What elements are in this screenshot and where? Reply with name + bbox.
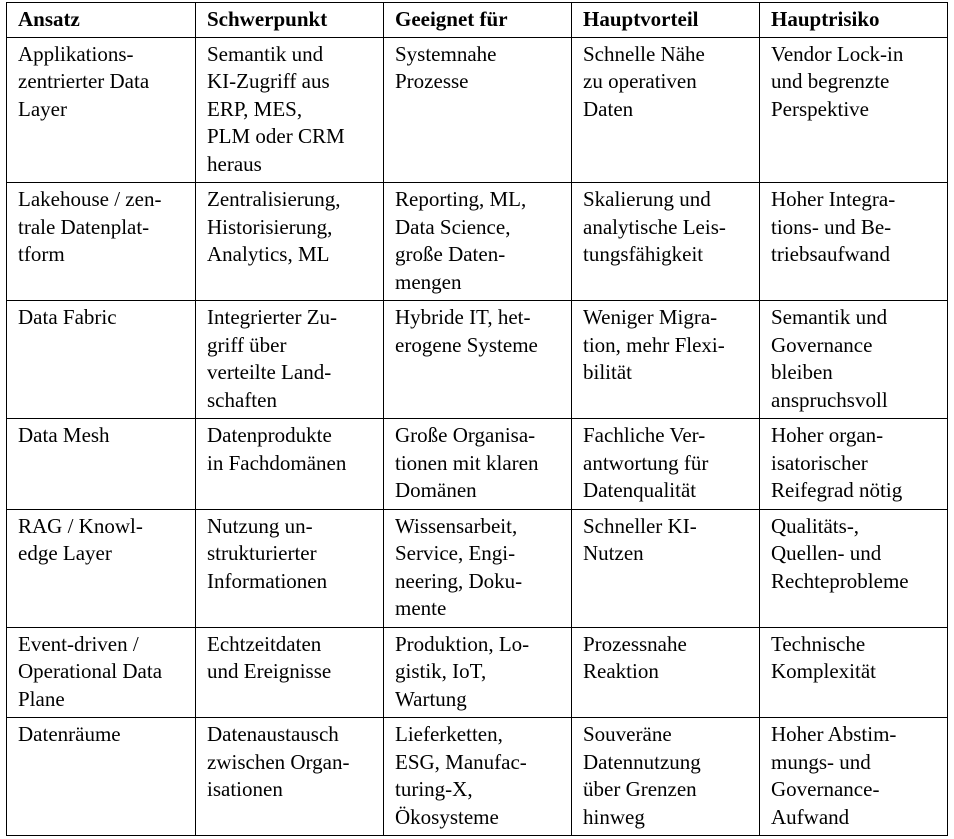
- cell-schwerpunkt: [196, 301, 384, 419]
- cell-text-line: tungsfähigkeit: [583, 242, 704, 266]
- cell-text-line: schaften: [207, 387, 277, 412]
- column-header-hauptrisiko: Hauptrisiko: [760, 3, 948, 38]
- cell-ansatz: [7, 419, 196, 510]
- column-header-geeignet-fuer: Geeignet für: [384, 3, 572, 38]
- cell-text-line: zu operativen: [583, 69, 697, 93]
- cell-hauptvorteil: [572, 627, 760, 718]
- cell-text-line: Rechteprobleme: [771, 568, 909, 593]
- cell-text-line: Systemnahe: [395, 41, 497, 66]
- cell-text-line: Lakehouse / zen-: [18, 187, 162, 211]
- table-body: [7, 37, 948, 836]
- cell-text-line: Prozesse: [395, 69, 469, 93]
- cell-text-line: Data Mesh: [18, 423, 110, 447]
- cell-ansatz: [7, 301, 196, 419]
- cell-text-line: Lieferketten,: [395, 722, 503, 746]
- cell-text-line: griff über: [207, 332, 287, 357]
- cell-text-line: Applikations-: [18, 41, 134, 66]
- cell-text-line: Hoher Abstim-: [771, 722, 897, 746]
- cell-ansatz: [7, 718, 196, 836]
- cell-hauptrisiko: [760, 301, 948, 419]
- cell-text-line: heraus: [207, 151, 262, 176]
- cell-text-line: Data Fabric: [18, 305, 117, 329]
- cell-text-line: Große Organisa-: [395, 423, 536, 447]
- cell-text-line: Domänen: [395, 478, 477, 502]
- cell-hauptrisiko: [760, 183, 948, 301]
- cell-text-line: Datennutzung: [583, 749, 701, 774]
- cell-text-line: antwortung für: [583, 450, 709, 475]
- cell-text-line: Weniger Migra-: [583, 305, 718, 329]
- cell-geeignet-fuer: [384, 718, 572, 836]
- cell-text-line: Ökosysteme: [395, 804, 499, 829]
- cell-hauptvorteil: [572, 37, 760, 183]
- cell-hauptrisiko: [760, 509, 948, 627]
- table-row: [7, 627, 948, 718]
- cell-hauptvorteil: [572, 301, 760, 419]
- cell-text-line: zwischen Organ-: [207, 749, 350, 774]
- cell-schwerpunkt: [196, 419, 384, 510]
- cell-text-line: Data Science,: [395, 214, 511, 239]
- cell-text-line: Skalierung und: [583, 187, 711, 211]
- cell-text-line: Datenqualität: [583, 478, 697, 502]
- cell-schwerpunkt: [196, 718, 384, 836]
- table-row: [7, 301, 948, 419]
- cell-text-line: Reaktion: [583, 659, 659, 683]
- cell-text-line: tionen mit klaren: [395, 450, 539, 475]
- cell-text-line: Technische: [771, 631, 866, 656]
- cell-text-line: tion, mehr Flexi-: [583, 332, 725, 357]
- cell-text-line: Qualitäts-,: [771, 513, 860, 538]
- cell-text-line: Fachliche Ver-: [583, 423, 706, 447]
- cell-text-line: Daten: [583, 96, 634, 121]
- cell-text-line: strukturierter: [207, 541, 317, 565]
- cell-text-line: RAG / Knowl-: [18, 513, 143, 538]
- cell-text-line: Nutzen: [583, 541, 644, 565]
- cell-geeignet-fuer: [384, 627, 572, 718]
- cell-text-line: ESG, Manufac-: [395, 749, 527, 774]
- cell-text-line: Wissensarbeit,: [395, 513, 518, 538]
- cell-text-line: Datenräume: [18, 722, 121, 746]
- cell-text-line: und Ereignisse: [207, 659, 332, 683]
- cell-text-line: tions- und Be-: [771, 214, 892, 239]
- cell-hauptrisiko: [760, 37, 948, 183]
- cell-text-line: Zentralisierung,: [207, 187, 341, 211]
- cell-text-line: Schnelle Nähe: [583, 41, 705, 66]
- cell-text-line: Hoher organ-: [771, 423, 884, 447]
- cell-schwerpunkt: [196, 183, 384, 301]
- comparison-table: [6, 2, 948, 836]
- cell-geeignet-fuer: [384, 183, 572, 301]
- cell-geeignet-fuer: [384, 37, 572, 183]
- cell-text-line: analytische Leis-: [583, 214, 726, 239]
- cell-text-line: Datenprodukte: [207, 423, 332, 447]
- cell-text-line: Datenaustausch: [207, 722, 339, 746]
- cell-text-line: Produktion, Lo-: [395, 631, 530, 656]
- cell-text-line: und begrenzte: [771, 69, 890, 93]
- cell-text-line: ERP, MES,: [207, 96, 303, 121]
- column-header-schwerpunkt: Schwerpunkt: [196, 3, 384, 38]
- cell-text-line: Hybride IT, het-: [395, 305, 531, 329]
- cell-text-line: triebsaufwand: [771, 242, 890, 266]
- cell-text-line: Semantik und: [771, 305, 888, 329]
- cell-text-line: Plane: [18, 686, 65, 711]
- cell-text-line: Reporting, ML,: [395, 187, 527, 211]
- cell-hauptvorteil: [572, 509, 760, 627]
- cell-text-line: große Daten-: [395, 242, 506, 266]
- cell-text-line: Event-driven /: [18, 631, 139, 656]
- cell-hauptrisiko: [760, 627, 948, 718]
- cell-ansatz: [7, 37, 196, 183]
- cell-text-line: neering, Doku-: [395, 568, 523, 593]
- cell-text-line: Informationen: [207, 568, 328, 593]
- cell-text-line: erogene Systeme: [395, 332, 538, 357]
- cell-text-line: turing-X,: [395, 777, 473, 801]
- cell-text-line: Governance: [771, 332, 873, 357]
- cell-text-line: Wartung: [395, 686, 467, 711]
- cell-text-line: Historisierung,: [207, 214, 333, 239]
- cell-text-line: anspruchsvoll: [771, 387, 888, 412]
- table-row: [7, 718, 948, 836]
- cell-text-line: Vendor Lock-in: [771, 41, 904, 66]
- cell-text-line: Integrierter Zu-: [207, 305, 338, 329]
- cell-text-line: Reifegrad nötig: [771, 478, 903, 502]
- cell-text-line: Semantik und: [207, 41, 324, 66]
- cell-hauptvorteil: [572, 183, 760, 301]
- table-row: [7, 509, 948, 627]
- cell-text-line: trale Datenplat-: [18, 214, 150, 239]
- cell-ansatz: [7, 627, 196, 718]
- cell-text-line: Nutzung un-: [207, 513, 313, 538]
- cell-text-line: isationen: [207, 777, 283, 801]
- cell-schwerpunkt: [196, 37, 384, 183]
- cell-text-line: Hoher Integra-: [771, 187, 896, 211]
- cell-text-line: Schneller KI-: [583, 513, 697, 538]
- cell-text-line: Prozessnahe: [583, 631, 687, 656]
- cell-text-line: verteilte Land-: [207, 360, 332, 384]
- cell-text-line: gistik, IoT,: [395, 659, 487, 683]
- cell-text-line: Echtzeitdaten: [207, 631, 322, 656]
- cell-text-line: Perspektive: [771, 96, 869, 121]
- cell-text-line: Service, Engi-: [395, 541, 516, 565]
- cell-text-line: Souveräne: [583, 722, 672, 746]
- cell-text-line: hinweg: [583, 804, 645, 829]
- cell-hauptrisiko: [760, 419, 948, 510]
- cell-text-line: isatorischer: [771, 450, 868, 475]
- cell-text-line: mengen: [395, 269, 462, 294]
- cell-text-line: Komplexität: [771, 659, 876, 683]
- cell-text-line: KI-Zugriff aus: [207, 69, 330, 93]
- header-row: [7, 3, 948, 38]
- table-row: [7, 183, 948, 301]
- cell-hauptvorteil: [572, 419, 760, 510]
- cell-geeignet-fuer: [384, 419, 572, 510]
- cell-text-line: tform: [18, 242, 65, 266]
- table-row: [7, 37, 948, 183]
- cell-ansatz: [7, 183, 196, 301]
- cell-geeignet-fuer: [384, 509, 572, 627]
- table-row: [7, 419, 948, 510]
- cell-text-line: Aufwand: [771, 804, 850, 829]
- cell-text-line: Operational Data: [18, 659, 163, 683]
- column-header-ansatz: Ansatz: [7, 3, 196, 38]
- cell-ansatz: [7, 509, 196, 627]
- cell-text-line: bilität: [583, 360, 632, 384]
- cell-schwerpunkt: [196, 509, 384, 627]
- cell-schwerpunkt: [196, 627, 384, 718]
- cell-text-line: PLM oder CRM: [207, 124, 345, 148]
- cell-text-line: Quellen- und: [771, 541, 882, 565]
- column-header-hauptvorteil: Hauptvorteil: [572, 3, 760, 38]
- cell-text-line: edge Layer: [18, 541, 112, 565]
- cell-hauptvorteil: [572, 718, 760, 836]
- cell-text-line: bleiben: [771, 360, 833, 384]
- cell-text-line: mente: [395, 596, 447, 620]
- table-header: [7, 3, 948, 38]
- cell-text-line: in Fachdomänen: [207, 450, 347, 475]
- cell-text-line: Layer: [18, 96, 67, 121]
- cell-text-line: zentrierter Data: [18, 69, 150, 93]
- cell-text-line: mungs- und: [771, 749, 871, 774]
- cell-text-line: über Grenzen: [583, 777, 697, 801]
- cell-text-line: Analytics, ML: [207, 242, 330, 266]
- cell-text-line: Governance-: [771, 777, 880, 801]
- cell-hauptrisiko: [760, 718, 948, 836]
- cell-geeignet-fuer: [384, 301, 572, 419]
